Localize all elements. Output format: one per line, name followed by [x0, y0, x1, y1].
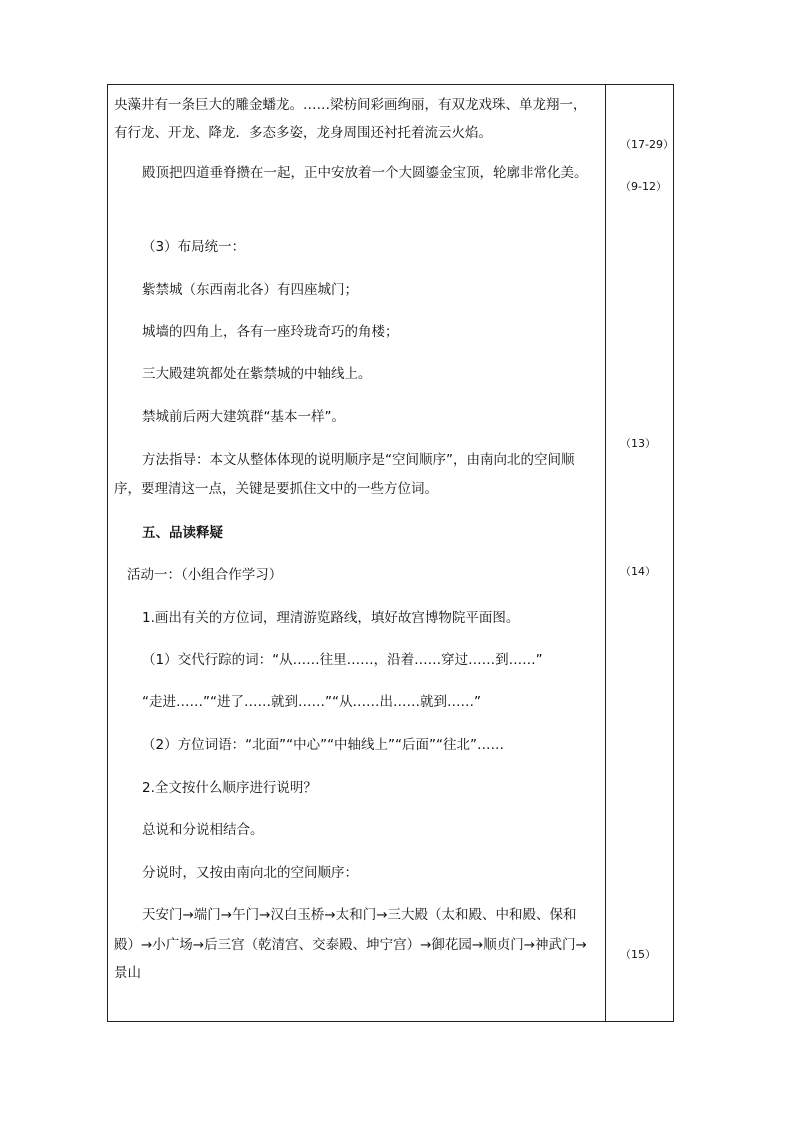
margin-note: （13） — [620, 437, 656, 450]
text-line: 殿顶把四道垂脊攒在一起，正中安放着一个大圆鎏金宝顶，轮廓非常化美。 — [142, 165, 588, 181]
text-line: 序，要理清这一点，关键是要抓住文中的一些方位词。 — [114, 481, 438, 497]
text-line: （2）方位词语：“北面”“中心”“中轴线上”“后面”“往北”…… — [142, 737, 505, 753]
section-heading: 五、品读释疑 — [142, 525, 223, 541]
margin-note: （14） — [620, 565, 656, 578]
route-line: 景山 — [114, 965, 141, 981]
text-line: 总说和分说相结合。 — [142, 822, 264, 838]
margin-note: （9-12） — [620, 180, 667, 193]
margin-note: （15） — [620, 948, 656, 961]
question-2: 2.全文按什么顺序进行说明？ — [142, 780, 317, 796]
margin-note: （17-29） — [620, 138, 674, 151]
question-1: 1.画出有关的方位词，理清游览路线，填好故宫博物院平面图。 — [142, 610, 520, 626]
text-line: 禁城前后两大建筑群“基本一样”。 — [142, 409, 345, 425]
activity-title: 活动一：（小组合作学习） — [127, 567, 283, 583]
route-line: 殿）→小广场→后三宫（乾清宫、交泰殿、坤宁宫）→御花园→顺贞门→神武门→ — [114, 937, 587, 953]
route-line: 天安门→端门→午门→汉白玉桥→太和门→三大殿（太和殿、中和殿、保和 — [142, 907, 577, 923]
text-line: 城墙的四角上，各有一座玲珑奇巧的角楼； — [142, 324, 399, 340]
text-line: （1）交代行踪的词：“从……往里……，沿着……穿过……到……” — [142, 652, 543, 668]
text-line: 三大殿建筑都处在紫禁城的中轴线上。 — [142, 366, 372, 382]
method-guide: 方法指导：本文从整体体现的说明顺序是“空间顺序”，由南向北的空间顺 — [142, 452, 575, 468]
text-line: “走进……”“进了……就到……”“从……出……就到……” — [142, 694, 481, 710]
text-line: 分说时，又按由南向北的空间顺序： — [142, 865, 358, 881]
column-divider — [605, 84, 606, 1022]
text-line: 央藻井有一条巨大的雕金蟠龙。……梁枋间彩画绚丽，有双龙戏珠、单龙翔一， — [114, 97, 587, 113]
text-line: 有行龙、开龙、降龙．多态多姿，龙身周围还衬托着流云火焰。 — [114, 125, 492, 141]
text-line: 紫禁城（东西南北各）有四座城门； — [142, 282, 358, 298]
subheading-layout: （3）布局统一： — [142, 239, 246, 255]
